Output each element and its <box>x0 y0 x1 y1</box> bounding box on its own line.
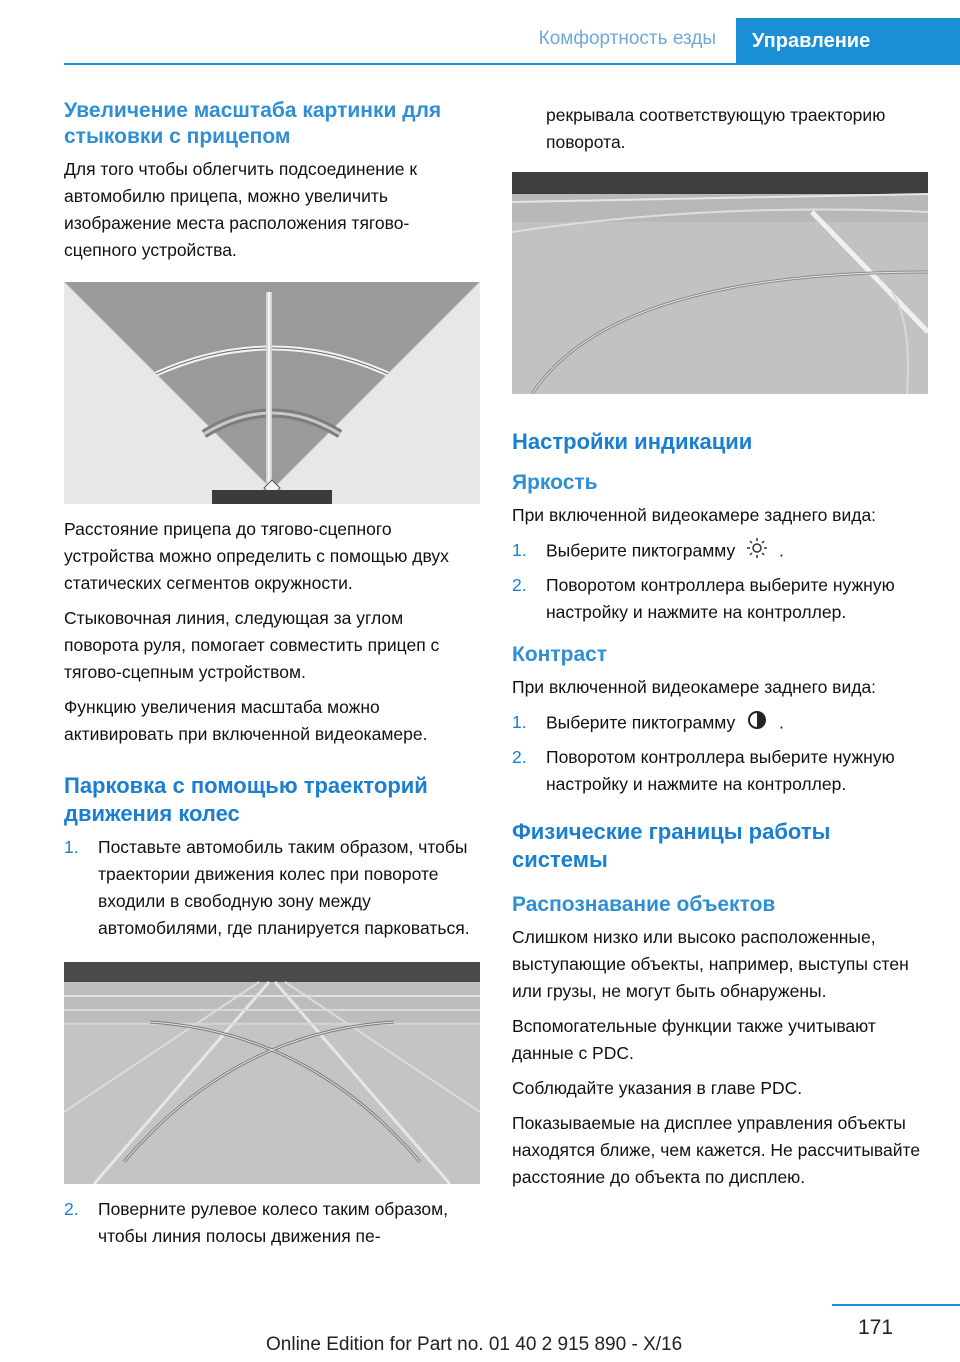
paragraph-zoom-activation: Функцию увеличения масштаба можно активировать при включенной видеокамере. <box>64 697 428 744</box>
heading-parking-trajectories: Парковка с помощью траекторий движения колес <box>64 773 428 826</box>
trailer-hitch-zoom-image <box>64 282 480 504</box>
step-number: 2. <box>64 1199 79 1219</box>
page-number-rule <box>832 1304 960 1306</box>
left-column <box>64 98 482 1258</box>
paragraph-objects-3: Соблюдайте указания в главе PDC. <box>512 1078 803 1098</box>
paragraph-docking-line: Стыковочная линия, следующая за углом поворота руля, помогает совместить прицеп с тягово-сцепным устройством. <box>64 608 440 682</box>
heading-system-limits: Физические границы работы системы <box>512 819 831 872</box>
paragraph-trailer-intro: Для того чтобы облегчить подсоединение к автомобилю прицепа, можно увеличить изображение места расположения тягово-сцепного устройства. <box>64 159 417 260</box>
wheel-trajectories-graphic <box>64 962 480 1184</box>
contrast-icon <box>746 709 768 739</box>
step-text: Выберите пиктограмму <box>546 540 736 561</box>
step-number: 1. <box>512 540 527 560</box>
step-text: Выберите пиктограмму <box>546 712 736 733</box>
heading-brightness: Яркость <box>512 471 598 494</box>
parking-steps-list-cont <box>64 1196 482 1250</box>
paragraph-brightness-intro: При включенной видеокамере заднего вида: <box>512 505 877 525</box>
sun-icon <box>746 537 768 567</box>
list-item <box>512 537 932 567</box>
list-item <box>512 709 932 739</box>
list-item <box>64 834 482 942</box>
header-rule <box>64 63 960 65</box>
heading-display-settings: Настройки индикации <box>512 429 753 454</box>
wheel-trajectories-image <box>64 962 480 1184</box>
step-number: 1. <box>64 837 79 857</box>
footer-edition: Online Edition for Part no. 01 40 2 915 890 - X/16 <box>266 1334 683 1355</box>
brightness-steps-list <box>512 537 932 626</box>
contrast-steps-list <box>512 709 932 798</box>
trailer-hitch-zoom-graphic <box>64 282 480 504</box>
step-text: Поверните рулевое колесо таким образом, чтобы линия полосы движения пе- <box>98 1199 449 1246</box>
heading-contrast: Контраст <box>512 643 608 666</box>
list-item <box>64 1196 482 1250</box>
right-column <box>512 102 932 1199</box>
header-section-title: Комфортность езды <box>538 28 716 49</box>
step-number: 2. <box>512 747 527 767</box>
step-number: 2. <box>512 575 527 595</box>
step-text: Поставьте автомобиль таким образом, чтобы траектории движения колес при повороте входили в свободную зону между автомобилями, где планируется парковаться. <box>98 837 470 938</box>
step-text-after: . <box>779 540 784 561</box>
step-text: Поворотом контроллера выберите нужную настройку и нажмите на контроллер. <box>546 575 895 622</box>
lane-line-image <box>512 172 928 394</box>
heading-object-detection: Распознавание объектов <box>512 893 776 916</box>
step-text-after: . <box>779 712 784 733</box>
heading-trailer-zoom: Увеличение масштаба картинки для стыковки с прицепом <box>64 99 442 148</box>
step-text: Поворотом контроллера выберите нужную настройку и нажмите на контроллер. <box>546 747 895 794</box>
paragraph-segments: Расстояние прицепа до тягово-сцепного устройства можно определить с помощью двух статических сегментов окружности. <box>64 519 449 593</box>
lane-line-graphic <box>512 172 928 394</box>
paragraph-contrast-intro: При включенной видеокамере заднего вида: <box>512 677 877 697</box>
page-number: 171 <box>858 1316 894 1339</box>
paragraph-objects-2: Вспомогательные функции также учитывают данные с PDC. <box>512 1016 876 1063</box>
list-item <box>512 572 932 626</box>
list-item <box>512 744 932 798</box>
paragraph-objects-4: Показываемые на дисплее управления объекты находятся ближе, чем кажется. Не рассчитывайте расстояние до объекта по дисплею. <box>512 1113 921 1187</box>
paragraph-objects-1: Слишком низко или высоко расположенные, выступающие объекты, например, выступы стен или грузы, не могут быть обнаружены. <box>512 927 909 1001</box>
step-number: 1. <box>512 712 527 732</box>
parking-steps-list <box>64 834 482 942</box>
paragraph-continuation: рекрывала соответствующую траекторию поворота. <box>546 105 886 152</box>
header-chapter-tab: Управление <box>736 18 960 65</box>
